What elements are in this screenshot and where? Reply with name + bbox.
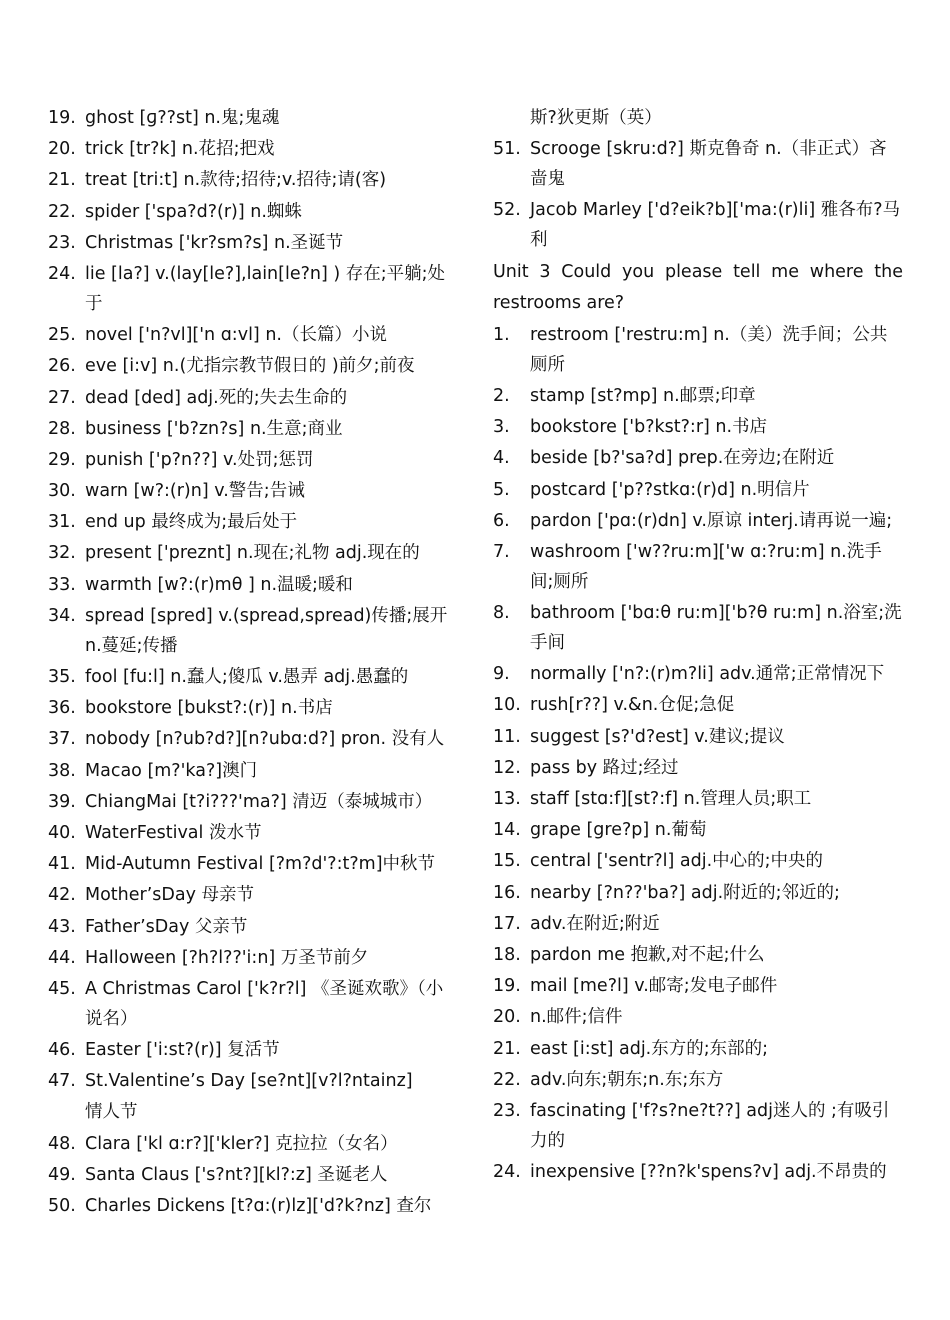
vocab-entry	[48, 601, 458, 661]
entry-number: 17.	[493, 913, 521, 934]
entry-text: dead [ded] adj.死的;失去生命的	[85, 387, 348, 408]
entry-text: spread [spred] v.(spread,spread)传播;展开 n.蔓延;传播	[85, 605, 448, 656]
entry-text: Easter ['i:st?(r)] 复活节	[85, 1040, 280, 1061]
entry-text: restroom ['restru:m] n.（美）洗手间；公共厕所	[530, 324, 888, 375]
vocab-entry	[493, 195, 903, 255]
vocab-entry	[493, 1065, 903, 1095]
vocab-entry	[48, 165, 458, 195]
vocab-entry	[48, 724, 458, 754]
entry-text: beside [b?'sa?d] prep.在旁边;在附近	[530, 448, 835, 469]
vocab-entry	[48, 662, 458, 692]
entry-number: 28.	[48, 418, 76, 439]
entry-number: 34.	[48, 605, 76, 626]
entry-number: 31.	[48, 512, 76, 533]
entry-number: 43.	[48, 916, 76, 937]
entry-text: spider ['spa?d?(r)] n.蜘蛛	[85, 201, 302, 222]
entry-text: bookstore ['b?kst?:r] n.书店	[530, 417, 768, 438]
entry-text: WaterFestival 泼水节	[85, 822, 262, 843]
entry-text: rush[r??] v.&n.仓促;急促	[530, 695, 735, 716]
entry-number: 18.	[493, 944, 521, 965]
entry-number: 48.	[48, 1133, 76, 1154]
entry-number: 42.	[48, 885, 76, 906]
entry-number: 16.	[493, 882, 521, 903]
entry-text: staff [stɑ:f][st?:f] n.管理人员;职工	[530, 789, 812, 809]
entry-number: 3.	[493, 417, 510, 438]
entry-text: Jacob Marley ['d?eik?b]['ma:(r)li] 雅各布?马利	[530, 200, 901, 251]
entry-number: 50.	[48, 1196, 76, 1216]
entry-text: St.Valentine’s Day [se?nt][v?l?ntainz]	[85, 1071, 413, 1092]
entry-text: bookstore [bukst?:(r)] n.书店	[85, 698, 333, 719]
entry-number: 5.	[493, 479, 510, 500]
entry-text: present ['preznt] n.现在;礼物 adj.现在的	[85, 543, 420, 564]
left-column	[48, 103, 458, 1222]
vocab-entry	[493, 412, 903, 442]
vocab-entry	[48, 507, 458, 537]
entry-text: mail [me?l] v.邮寄;发电子邮件	[530, 976, 778, 997]
vocab-entry	[48, 103, 458, 133]
entry-text: eve [i:v] n.(尤指宗教节假日的 )前夕;前夜	[85, 356, 415, 377]
vocab-entry	[493, 815, 903, 845]
entry-number: 23.	[48, 232, 76, 253]
entry-number: 2.	[493, 385, 510, 406]
entry-text: bathroom ['bɑ:θ ru:m]['b?θ ru:m] n.浴室;洗手间	[530, 603, 902, 654]
vocab-entry	[493, 971, 903, 1001]
vocab-entry	[493, 537, 903, 597]
entry-number: 14.	[493, 820, 521, 841]
entry-text: Mother’sDay 母亲节	[85, 885, 255, 906]
vocab-entry	[493, 1096, 903, 1156]
entry-number: 13.	[493, 789, 521, 809]
entry-number: 22.	[48, 201, 76, 222]
entry-text: punish ['p?n??] v.处罚;惩罚	[85, 449, 314, 470]
vocab-entry	[48, 756, 458, 786]
entry-text: Charles Dickens [t?ɑ:(r)lz]['d?k?nz] 查尔	[85, 1196, 432, 1216]
entry-text: ChiangMai [t?i???'ma?] 清迈（泰城城市）	[85, 791, 433, 812]
vocab-entry	[48, 1191, 458, 1221]
entry-number: 35.	[48, 667, 76, 687]
vocab-entry	[48, 1129, 458, 1159]
entry-number: 27.	[48, 387, 76, 408]
vocab-entry	[48, 228, 458, 258]
entry-text: inexpensive [??n?k'spens?v] adj.不昂贵的	[530, 1162, 887, 1183]
entry-number: 21.	[493, 1038, 521, 1059]
vocab-entry	[493, 940, 903, 970]
entry-number: 24.	[48, 263, 76, 284]
entry-number: 25.	[48, 325, 76, 346]
entry-text: grape [gre?p] n.葡萄	[530, 820, 707, 841]
entry-number: 20.	[48, 139, 76, 160]
entry-number: 47.	[48, 1071, 76, 1092]
vocab-entry	[48, 445, 458, 475]
vocab-entry	[493, 878, 903, 908]
vocab-entry	[48, 383, 458, 413]
entry-number: 41.	[48, 854, 76, 875]
entry-text: Scrooge [skru:d?] 斯克鲁奇 n.（非正式）吝啬鬼	[530, 139, 887, 190]
entry-number: 30.	[48, 481, 76, 502]
entry-number: 46.	[48, 1040, 76, 1061]
entry-text: n.邮件;信件	[530, 1007, 623, 1028]
vocab-entry	[493, 722, 903, 752]
entry-text: A Christmas Carol ['k?r?l] 《圣诞欢歌》（小说名）	[85, 978, 444, 1029]
entry-number: 26.	[48, 356, 76, 377]
vocab-entry	[48, 570, 458, 600]
entry-text: lie [la?] v.(lay[le?],lain[le?n] ) 存在;平躺;处于	[85, 263, 446, 314]
entry-number: 51.	[493, 139, 521, 160]
entry-text: adv.向东;朝东;n.东;东方	[530, 1069, 724, 1090]
vocab-entry	[493, 134, 903, 194]
entry-text: east [i:st] adj.东方的;东部的;	[530, 1038, 769, 1059]
entry-number: 36.	[48, 698, 76, 719]
entry-number: 19.	[48, 108, 76, 128]
vocab-entry	[493, 443, 903, 473]
entry-number: 39.	[48, 791, 76, 812]
entry-text: fool [fu:l] n.蠢人;傻瓜 v.愚弄 adj.愚蠢的	[85, 667, 409, 687]
entry-number: 22.	[493, 1069, 521, 1090]
vocab-entry	[48, 1066, 458, 1096]
entry-text: postcard ['p??stkɑ:(r)d] n.明信片	[530, 479, 810, 500]
entry-text: pass by 路过;经过	[530, 757, 679, 778]
vocab-entry	[493, 1157, 903, 1187]
vocab-entry	[48, 974, 458, 1034]
vocab-entry	[48, 320, 458, 350]
entry-number: 32.	[48, 543, 76, 564]
entry-text: ghost [ɡ??st] n.鬼;鬼魂	[85, 108, 280, 128]
entry-text: Clara ['kl ɑ:r?]['kler?] 克拉拉（女名）	[85, 1133, 398, 1154]
vocab-entry	[48, 259, 458, 319]
vocab-entry	[493, 381, 903, 411]
vocab-entry	[493, 690, 903, 720]
entry-text: pardon me 抱歉,对不起;什么	[530, 944, 765, 965]
entry-text: Father’sDay 父亲节	[85, 916, 248, 937]
vocab-entry	[48, 414, 458, 444]
vocab-entry	[48, 818, 458, 848]
entry-number: 11.	[493, 726, 521, 747]
vocab-entry	[493, 846, 903, 876]
vocab-entry	[48, 134, 458, 164]
vocab-entry	[48, 912, 458, 942]
entry-text: trick [tr?k] n.花招;把戏	[85, 139, 275, 160]
entry-number: 45.	[48, 978, 76, 999]
entry-number: 9.	[493, 664, 510, 685]
entry-number: 7.	[493, 541, 510, 562]
vocab-entry	[48, 1035, 458, 1065]
entry-text: pardon ['pɑ:(r)dn] v.原谅 interj.请再说一遍;	[530, 510, 893, 531]
entry-number: 8.	[493, 603, 510, 624]
vocab-entry	[493, 909, 903, 939]
vocab-entry	[493, 784, 903, 814]
entry-number: 40.	[48, 822, 76, 843]
vocab-entry	[48, 197, 458, 227]
entry-text: Christmas ['kr?sm?s] n.圣诞节	[85, 232, 344, 253]
entry-text: nearby [?n??'ba?] adj.附近的;邻近的;	[530, 882, 840, 903]
entry-text: central ['sentr?l] adj.中心的;中央的	[530, 851, 824, 872]
entry-text: Halloween [?h?l??'i:n] 万圣节前夕	[85, 947, 369, 968]
entry-number: 37.	[48, 729, 76, 750]
right-column	[493, 103, 903, 1188]
vocab-entry	[493, 659, 903, 689]
vocab-entry	[48, 351, 458, 381]
entry-number: 21.	[48, 170, 76, 191]
entry-number: 38.	[48, 760, 76, 781]
vocab-entry	[48, 880, 458, 910]
entry-text: adv.在附近;附近	[530, 913, 660, 934]
entry-text: novel ['n?vl]['n ɑ:vl] n.（长篇）小说	[85, 325, 387, 346]
vocab-entry	[493, 506, 903, 536]
entry-text: suggest [s?'d?est] v.建议;提议	[530, 726, 785, 747]
entry-text: fascinating ['f?s?ne?t??] adj迷人的 ;有吸引力的	[530, 1100, 890, 1151]
entry-text: washroom ['w??ru:m]['w ɑ:?ru:m] n.洗手间;厕所	[530, 541, 882, 592]
vocab-entry	[48, 849, 458, 879]
entry-number: 49.	[48, 1164, 76, 1185]
vocab-entry	[48, 787, 458, 817]
entry-number: 1.	[493, 324, 510, 345]
entry-text: nobody [n?ub?d?][n?ubɑ:d?] pron. 没有人	[85, 729, 445, 750]
unit-heading: Unit 3 Could you please tell me where the restrooms are?	[493, 261, 903, 313]
entry-text: Mid-Autumn Festival [?m?d'?:t?m]中秋节	[85, 854, 436, 875]
entry-number: 33.	[48, 574, 76, 595]
entry-number: 44.	[48, 947, 76, 968]
vocab-entry	[493, 320, 903, 380]
vocab-entry	[493, 1002, 903, 1032]
entry-number: 12.	[493, 757, 521, 778]
entry-number: 6.	[493, 510, 510, 531]
entry-number: 10.	[493, 695, 521, 716]
entry-text: business ['b?zn?s] n.生意;商业	[85, 418, 343, 439]
vocab-entry	[493, 475, 903, 505]
entry-text: stamp [st?mp] n.邮票;印章	[530, 385, 756, 406]
entry-continuation: 斯?狄更斯（英）	[530, 108, 662, 128]
entry-text: treat [tri:t] n.款待;招待;v.招待;请(客)	[85, 170, 387, 191]
entry-number: 20.	[493, 1007, 521, 1028]
vocab-entry	[48, 476, 458, 506]
entry-number: 15.	[493, 851, 521, 872]
entry-text: warn [w?:(r)n] v.警告;告诫	[85, 481, 305, 502]
vocab-entry	[48, 943, 458, 973]
entry-number: 19.	[493, 976, 521, 997]
vocab-entry	[48, 538, 458, 568]
entry-number: 23.	[493, 1100, 521, 1121]
vocab-entry	[493, 753, 903, 783]
entry-number: 4.	[493, 448, 510, 469]
entry-number: 52.	[493, 200, 521, 221]
vocab-entry	[493, 598, 903, 658]
entry-text: end up 最终成为;最后处于	[85, 512, 298, 533]
vocab-entry	[48, 1160, 458, 1190]
entry-text: warmth [w?:(r)mθ ] n.温暖;暖和	[85, 574, 353, 595]
entry-text: Macao [m?'ka?]澳门	[85, 760, 258, 781]
entry-number: 29.	[48, 449, 76, 470]
entry-number: 24.	[493, 1162, 521, 1183]
vocab-entry	[493, 1034, 903, 1064]
vocab-entry	[48, 693, 458, 723]
entry-continuation: 情人节	[85, 1102, 138, 1123]
entry-text: Santa Claus ['s?nt?][kl?:z] 圣诞老人	[85, 1164, 388, 1185]
entry-text: normally ['n?:(r)m?li] adv.通常;正常情况下	[530, 664, 885, 685]
